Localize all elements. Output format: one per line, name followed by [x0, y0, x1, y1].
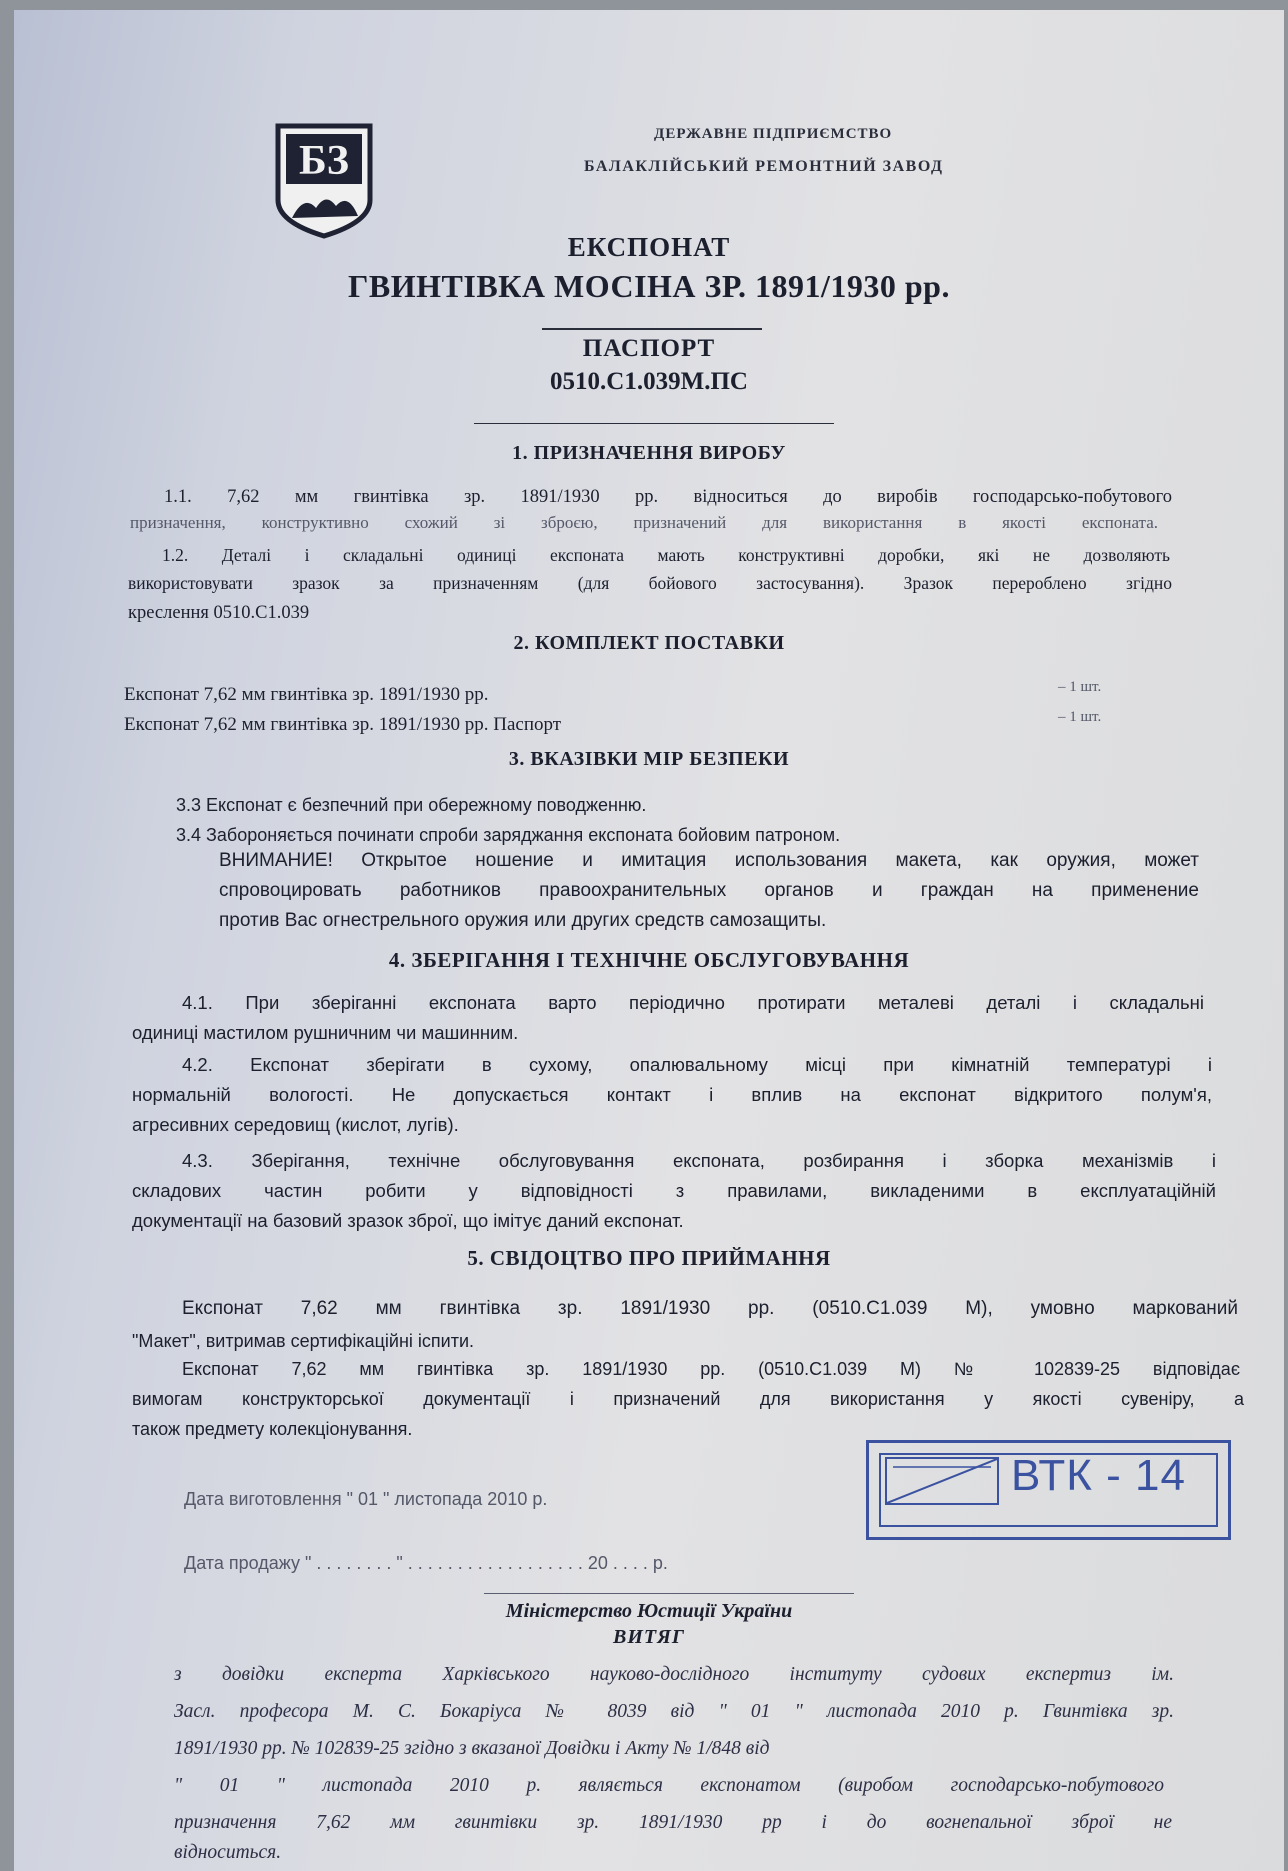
s4-p42-line2: нормальній вологості. Не допускається контакт і вплив на експонат відкритого полум'я,: [132, 1084, 1212, 1105]
signature-divider: [484, 1593, 854, 1594]
s1-p2-line3: креслення 0510.С1.039: [128, 603, 310, 623]
section4-heading: 4. ЗБЕРІГАННЯ І ТЕХНІЧНЕ ОБСЛУГОВУВАННЯ: [388, 948, 910, 972]
safety-3-4: 3.4 Забороняється починати спроби заряджання експоната бойовим патроном.: [176, 825, 841, 845]
delivery-item-1-qty: – 1 шт.: [1058, 679, 1102, 695]
extract-line3: 1891/1930 рр. № 102839-25 згідно з вказаної Довідки і Акту № 1/848 від: [174, 1738, 770, 1759]
stamp-envelope-icon: [885, 1457, 999, 1505]
extract-line1: з довідки експерта Харківського науково-дослідного інституту судових експертиз ім.: [174, 1664, 1174, 1685]
extract-line6: відноситься.: [174, 1842, 282, 1863]
s1-p1-line1: 1.1. 7,62 мм гвинтівка зр. 1891/1930 рр. відноситься до виробів господарсько-побутового: [164, 487, 1172, 507]
ministry-name: Міністерство Юстиції України: [505, 1600, 793, 1622]
svg-text:БЗ: БЗ: [299, 138, 349, 184]
extract-line5: призначення 7,62 мм гвинтівки зр. 1891/1930 рр і до вогнепальної зброї не: [174, 1812, 1172, 1833]
factory-logo: [274, 122, 374, 240]
s5-p1-line1: Експонат 7,62 мм гвинтівка зр. 1891/1930 рр. (0510.С1.039 М), умовно маркований: [182, 1298, 1238, 1319]
passport-label: ПАСПОРТ: [582, 335, 716, 362]
safety-3-3: 3.3 Експонат є безпечний при обережному поводженню.: [176, 795, 647, 815]
passport-sheet: [14, 10, 1284, 1871]
section2-heading: 2. КОМПЛЕКТ ПОСТАВКИ: [513, 632, 785, 654]
s5-p2-line3: також предмету колекціонування.: [132, 1419, 413, 1439]
s1-p2-line1: 1.2. Деталі і складальні одиниці експоната мають конструктивні доробки, які не дозволяють: [162, 545, 1170, 565]
delivery-item-2-qty: – 1 шт.: [1058, 709, 1102, 725]
warning-line2: спровоцировать работников правоохранительных органов и граждан на применение: [219, 880, 1199, 901]
org-name: БАЛАКЛІЙСЬКИЙ РЕМОНТНИЙ ЗАВОД: [584, 158, 944, 175]
passport-code: 0510.С1.039М.ПС: [550, 368, 748, 395]
extract-line2: Засл. професора М. С. Бокаріуса № 8039 від " 01 " листопада 2010 р. Гвинтівка зр.: [174, 1701, 1174, 1722]
warning-line3: против Вас огнестрельного оружия или других средств самозащиты.: [219, 910, 827, 931]
s1-p2-line2: використовувати зразок за призначенням (для бойового застосування). Зразок перероблено згідно: [128, 573, 1172, 593]
warning-line1: ВНИМАНИЕ! Открытое ношение и имитация использования макета, как оружия, может: [219, 850, 1199, 871]
s4-p41-line1: 4.1. При зберіганні експоната варто періодично протирати металеві деталі і складальні: [182, 992, 1204, 1013]
s1-p1-line2: призначення, конструктивно схожий зі зброєю, призначений для використання в якості експоната.: [130, 513, 1158, 532]
delivery-item-2: Експонат 7,62 мм гвинтівка зр. 1891/1930 рр. Паспорт: [124, 714, 562, 735]
extract-line4: " 01 " листопада 2010 р. являється експонатом (виробом господарсько-побутового: [174, 1775, 1164, 1796]
section5-heading: 5. СВІДОЦТВО ПРО ПРИЙМАННЯ: [467, 1246, 831, 1270]
code-divider: [474, 423, 834, 424]
title-divider: [542, 328, 762, 330]
s4-p43-line1: 4.3. Зберігання, технічне обслуговування експоната, розбирання і зборка механізмів і: [182, 1150, 1216, 1171]
doc-title-line1: ЕКСПОНАТ: [567, 232, 731, 262]
extract-title: ВИТЯГ: [613, 1626, 685, 1648]
s5-p2-line1: Експонат 7,62 мм гвинтівка зр. 1891/1930 рр. (0510.С1.039 М) № 102839-25 відповідає: [182, 1359, 1240, 1379]
stamp-label: ВТК - 14: [1011, 1451, 1186, 1500]
section3-heading: 3. ВКАЗІВКИ МІР БЕЗПЕКИ: [508, 748, 790, 770]
s4-p42-line1: 4.2. Експонат зберігати в сухому, опалювальному місці при кімнатній температурі і: [182, 1054, 1212, 1075]
s4-p43-line3: документації на базовий зразок зброї, що імітує даний експонат.: [132, 1210, 684, 1231]
s5-p1-line2: "Макет", витримав сертифікаційні іспити.: [132, 1331, 475, 1351]
doc-title-line2: ГВИНТІВКА МОСІНА ЗР. 1891/1930 рр.: [348, 268, 950, 304]
s5-p2-line2: вимогам конструкторської документації і призначений для використання у якості сувеніру, а: [132, 1389, 1244, 1409]
qc-stamp: [866, 1440, 1231, 1540]
s4-p41-line2: одиниці мастилом рушничним чи машинним.: [132, 1022, 519, 1043]
s4-p42-line3: агресивних середовищ (кислот, лугів).: [132, 1114, 459, 1135]
org-type: ДЕРЖАВНЕ ПІДПРИЄМСТВО: [654, 126, 893, 142]
section1-heading: 1. ПРИЗНАЧЕННЯ ВИРОБУ: [512, 442, 786, 464]
s4-p43-line2: складових частин робити у відповідності з правилами, викладеними в експлуатаційній: [132, 1180, 1216, 1201]
sale-date: Дата продажу " . . . . . . . . " . . . . . . . . . . . . . . . . . . 20 . . . . р.: [184, 1553, 668, 1573]
manufacture-date: Дата виготовлення " 01 " листопада 2010 р.: [184, 1489, 548, 1509]
delivery-item-1: Експонат 7,62 мм гвинтівка зр. 1891/1930 рр.: [124, 684, 489, 705]
